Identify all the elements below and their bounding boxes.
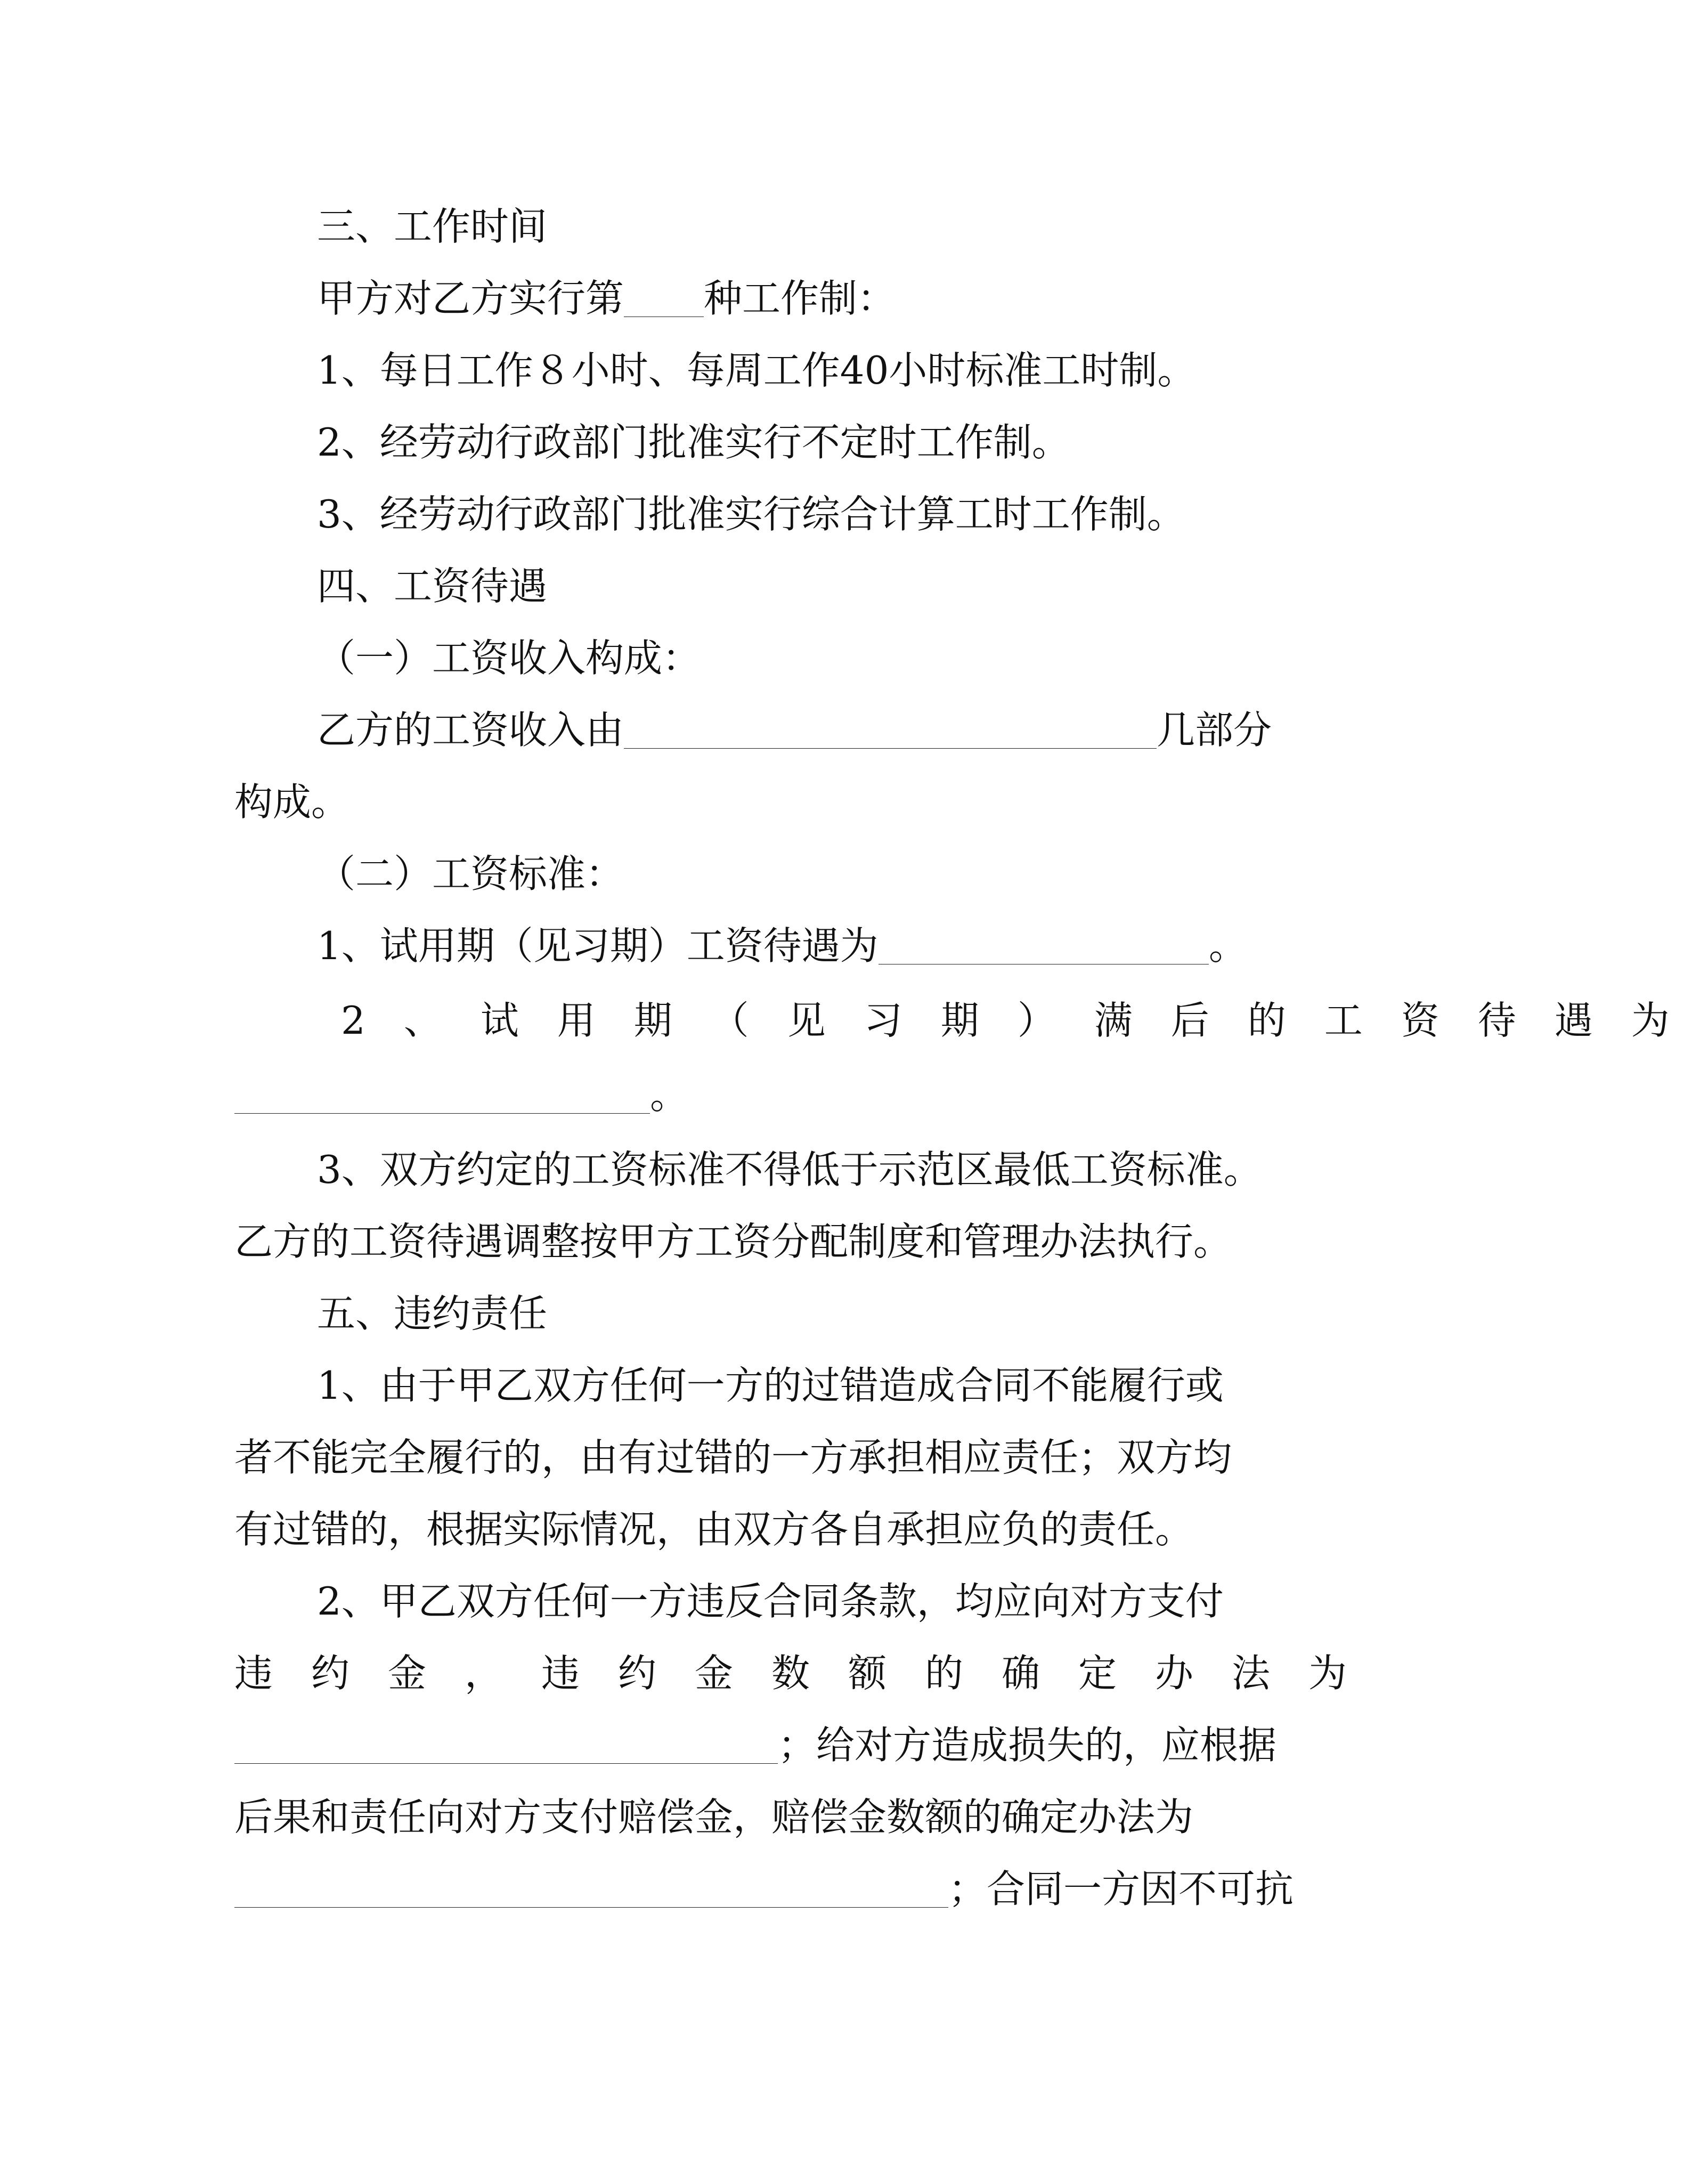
post-probation-salary-blank[interactable]	[234, 1113, 650, 1114]
min-wage-line-1: 3、双方约定的工资标准不得低于示范区最低工资标准。	[317, 1147, 1262, 1192]
income-text-b: 几部分	[1157, 708, 1272, 752]
liability-p2-line-2: 违约金，违约金数额的确定办法为	[234, 1651, 1386, 1696]
section-3-heading: 三、工作时间	[317, 204, 548, 249]
liability-p2-line-1: 2、甲乙双方任何一方违反合同条款，均应向对方支付	[317, 1579, 1224, 1624]
liability-p2-line-3-text: ；给对方造成损失的，应根据	[778, 1723, 1277, 1767]
liability-p1-line-3: 有过错的，根据实际情况，由双方各自承担应负的责任。	[234, 1507, 1194, 1552]
salary-standard-heading: （二）工资标准：	[317, 852, 624, 896]
probation-salary-text: 1、试用期（见习期）工资待遇为	[317, 923, 879, 968]
liability-p2-line-4: 后果和责任向对方支付赔偿金，赔偿金数额的确定办法为	[234, 1795, 1194, 1839]
probation-salary-line	[317, 917, 1247, 975]
liability-p1-line-1: 1、由于甲乙双方任何一方的过错造成合同不能履行或	[317, 1363, 1224, 1408]
section-4-heading: 四、工资待遇	[317, 564, 548, 609]
post-probation-salary-line: 2、试用期（见习期）满后的工资待遇为	[341, 998, 1708, 1043]
work-option-1: 1、每日工作８小时、每周工作40小时标准工时制。	[317, 348, 1196, 393]
compensation-method-blank[interactable]	[234, 1907, 948, 1908]
post-probation-salary-line-2	[234, 1066, 688, 1124]
work-option-3: 3、经劳动行政部门批准实行综合计算工时工作制。	[317, 492, 1185, 537]
work-system-text-a: 甲方对乙方实行第	[317, 276, 624, 321]
post-probation-salary-end: 。	[650, 1073, 689, 1117]
section-5-heading: 五、违约责任	[317, 1291, 548, 1336]
income-text-a: 乙方的工资收入由	[317, 708, 624, 752]
income-line-end: 构成。	[234, 780, 350, 824]
liability-p2-line-5-text: ；合同一方因不可抗	[948, 1867, 1294, 1911]
work-option-2: 2、经劳动行政部门批准实行不定时工作制。	[317, 420, 1070, 465]
liability-p2-line-5	[234, 1860, 1294, 1918]
min-wage-line-2: 乙方的工资待遇调整按甲方工资分配制度和管理办法执行。	[234, 1219, 1232, 1264]
work-system-text-b: 种工作制：	[704, 276, 896, 321]
liability-p1-line-2: 者不能完全履行的，由有过错的一方承担相应责任；双方均	[234, 1435, 1232, 1480]
salary-composition-heading: （一）工资收入构成：	[317, 636, 701, 680]
liability-p2-line-3	[234, 1716, 1276, 1774]
penalty-method-blank[interactable]	[234, 1763, 778, 1764]
income-blank[interactable]	[624, 748, 1157, 749]
work-system-line	[317, 269, 896, 328]
income-line	[317, 701, 1272, 759]
probation-salary-end: 。	[1208, 923, 1247, 968]
